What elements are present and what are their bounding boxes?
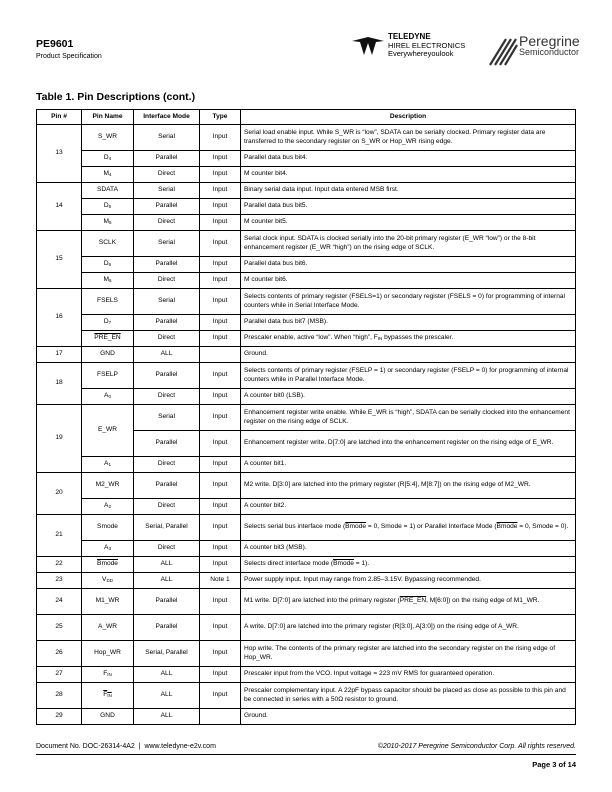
product-name: PE9601 bbox=[36, 38, 74, 50]
pin-name bbox=[82, 257, 134, 273]
description-text: Prescaler enable, active “low”. When “high”, F bbox=[244, 333, 378, 341]
pin-number: 14 bbox=[37, 183, 82, 231]
pin-name-text: M bbox=[103, 275, 109, 283]
table-row bbox=[37, 709, 576, 725]
pin-name-text: SCLK bbox=[98, 239, 117, 247]
pin-type: Input bbox=[200, 457, 241, 473]
table-row bbox=[37, 215, 576, 231]
pin-name-text: GND bbox=[100, 350, 115, 358]
table-row bbox=[37, 667, 576, 683]
pin-name-text: Hop_WR bbox=[94, 649, 121, 657]
pin-descriptions-table bbox=[36, 109, 576, 725]
interface-mode: Direct bbox=[134, 457, 200, 473]
pin-name bbox=[82, 183, 134, 199]
pin-type: Input bbox=[200, 615, 241, 641]
header-type: Type bbox=[200, 110, 241, 125]
pin-description bbox=[241, 183, 576, 199]
header-pin-name: Pin Name bbox=[82, 110, 134, 125]
table-row bbox=[37, 347, 576, 363]
description-overline-text: PRE_EN bbox=[399, 597, 427, 605]
table-row bbox=[37, 589, 576, 615]
pin-name-text: FSELP bbox=[97, 371, 118, 379]
pin-name-text: M2_WR bbox=[95, 481, 120, 489]
interface-mode: Parallel bbox=[134, 363, 200, 389]
pin-number: 18 bbox=[37, 363, 82, 405]
table-row bbox=[37, 289, 576, 315]
pin-type bbox=[200, 347, 241, 363]
pin-type bbox=[200, 709, 241, 725]
peregrine-logo-text bbox=[519, 35, 580, 57]
description-text: Selects direct interface mode ( bbox=[244, 560, 334, 568]
pin-name-subscript: DD bbox=[106, 577, 113, 583]
pin-description bbox=[241, 347, 576, 363]
pin-name bbox=[82, 573, 134, 589]
pin-name-text: A bbox=[104, 391, 109, 399]
pin-name-text: Smode bbox=[97, 523, 118, 531]
pin-number: 25 bbox=[37, 615, 82, 641]
table-row bbox=[37, 515, 576, 541]
pin-name bbox=[82, 347, 134, 363]
pin-type: Input bbox=[200, 183, 241, 199]
pin-number: 24 bbox=[37, 589, 82, 615]
pin-name-text: M1_WR bbox=[95, 597, 120, 605]
description-text: M counter bit6. bbox=[244, 276, 288, 284]
pin-name bbox=[82, 167, 134, 183]
pin-name-text: PRE_EN bbox=[94, 334, 121, 342]
description-text: Parallel data bus bit7 (MSB). bbox=[244, 318, 328, 326]
pin-description bbox=[241, 331, 576, 347]
table-row bbox=[37, 331, 576, 347]
interface-mode: Serial bbox=[134, 231, 200, 257]
pin-description bbox=[241, 389, 576, 405]
interface-mode: Serial bbox=[134, 183, 200, 199]
peregrine-logo-line-1: Peregrine bbox=[519, 33, 580, 49]
pin-type: Input bbox=[200, 257, 241, 273]
pin-number: 21 bbox=[37, 515, 82, 557]
pin-type: Input bbox=[200, 405, 241, 431]
pin-number: 26 bbox=[37, 641, 82, 667]
table-row bbox=[37, 183, 576, 199]
pin-name bbox=[82, 331, 134, 347]
pin-description bbox=[241, 473, 576, 499]
interface-mode: ALL bbox=[134, 347, 200, 363]
pin-type: Input bbox=[200, 125, 241, 151]
pin-description bbox=[241, 589, 576, 615]
footer-separator: | bbox=[136, 743, 145, 750]
table-header-row bbox=[37, 110, 576, 125]
pin-name-text: D bbox=[103, 153, 109, 161]
pin-name-text: FSELS bbox=[97, 297, 118, 305]
description-text: A counter bit3 (MSB). bbox=[244, 544, 307, 552]
pin-number: 20 bbox=[37, 473, 82, 515]
pin-name bbox=[82, 315, 134, 331]
description-text: Enhancement register write. D[7:0] are latched into the enhancement register on the rising edge of E_WR. bbox=[244, 439, 554, 447]
table-row bbox=[37, 557, 576, 573]
pin-description bbox=[241, 457, 576, 473]
pin-description bbox=[241, 541, 576, 557]
interface-mode: Direct bbox=[134, 167, 200, 183]
pin-name bbox=[82, 473, 134, 499]
description-text: A counter bit2. bbox=[244, 502, 287, 510]
table-row bbox=[37, 125, 576, 151]
pin-name-text: GND bbox=[100, 712, 115, 720]
pin-description bbox=[241, 573, 576, 589]
page-number: Page 3 of 14 bbox=[532, 760, 576, 769]
table-body bbox=[37, 125, 576, 725]
pin-name bbox=[82, 231, 134, 257]
website-link[interactable]: www.teledyne-e2v.com bbox=[144, 743, 216, 750]
pin-name-subscript: 3 bbox=[108, 545, 111, 551]
pin-description bbox=[241, 557, 576, 573]
interface-mode: Parallel bbox=[134, 589, 200, 615]
pin-name bbox=[82, 125, 134, 151]
description-text: Selects contents of primary register (FSELP = 1) or secondary register (FSELP = 0) for programming of internal counters while in Parallel Interface Mode. bbox=[244, 366, 569, 383]
pin-description bbox=[241, 363, 576, 389]
description-text: Selects serial bus interface mode ( bbox=[244, 523, 346, 531]
pin-description bbox=[241, 405, 576, 431]
interface-mode: Serial, Parallel bbox=[134, 641, 200, 667]
table-row bbox=[37, 167, 576, 183]
description-text: A counter bit1. bbox=[244, 460, 287, 468]
pin-number: 22 bbox=[37, 557, 82, 573]
interface-mode: ALL bbox=[134, 709, 200, 725]
pin-name-text: D bbox=[103, 317, 109, 325]
pin-type: Input bbox=[200, 215, 241, 231]
header-interface-mode: Interface Mode bbox=[134, 110, 200, 125]
document-type: Product Specification bbox=[36, 53, 102, 60]
pin-type: Input bbox=[200, 473, 241, 499]
description-text: Power supply input. Input may range from 2.85–3.15V. Bypassing recommended. bbox=[244, 576, 481, 584]
teledyne-logo-line-1: TELEDYNE bbox=[388, 32, 431, 41]
pin-number: 28 bbox=[37, 683, 82, 709]
pin-type: Input bbox=[200, 389, 241, 405]
pin-type: Input bbox=[200, 515, 241, 541]
description-text: M counter bit5. bbox=[244, 218, 288, 226]
pin-name bbox=[82, 709, 134, 725]
pin-name-subscript: 0 bbox=[108, 393, 111, 399]
description-text: Prescaler input from the VCO. Input voltage = 223 mV RMS for guaranteed operation. bbox=[244, 670, 495, 678]
pin-type: Input bbox=[200, 683, 241, 709]
pin-description bbox=[241, 273, 576, 289]
pin-number: 23 bbox=[37, 573, 82, 589]
copyright: ©2010-2017 Peregrine Semiconductor Corp. All rights reserved. bbox=[377, 743, 576, 750]
pin-description bbox=[241, 167, 576, 183]
pin-number: 19 bbox=[37, 405, 82, 473]
description-text: = 0, Smode = 1) or Parallel Interface Mode ( bbox=[366, 523, 497, 531]
table-row bbox=[37, 363, 576, 389]
pin-name-subscript: 1 bbox=[108, 461, 111, 467]
pin-name-text: E_WR bbox=[97, 426, 118, 434]
table-row bbox=[37, 199, 576, 215]
description-text: A write. D[7:0] are latched into the primary register (R[3:0], A[3:0]) on the rising edge of A_WR. bbox=[244, 623, 519, 631]
description-overline-text: Bmode bbox=[345, 523, 367, 531]
table-row bbox=[37, 315, 576, 331]
table-row bbox=[37, 151, 576, 167]
pin-name bbox=[82, 289, 134, 315]
interface-mode: Direct bbox=[134, 273, 200, 289]
pin-name bbox=[82, 405, 134, 457]
interface-mode: Direct bbox=[134, 389, 200, 405]
table-row bbox=[37, 499, 576, 515]
header-pin-number: Pin # bbox=[37, 110, 82, 125]
pin-type: Input bbox=[200, 431, 241, 457]
pin-type: Input bbox=[200, 315, 241, 331]
description-text: = 1). bbox=[353, 560, 370, 568]
pin-description bbox=[241, 151, 576, 167]
pin-description bbox=[241, 289, 576, 315]
pin-type: Input bbox=[200, 641, 241, 667]
description-text: M2 write. D[3:0] are latched into the primary register (R[5:4], M[8:7]) on the rising edge of M2_WR. bbox=[244, 481, 531, 489]
pin-description bbox=[241, 199, 576, 215]
description-text: Parallel data bus bit4. bbox=[244, 154, 308, 162]
pin-name-text: D bbox=[103, 201, 109, 209]
interface-mode: Parallel bbox=[134, 257, 200, 273]
pin-name-subscript: IN bbox=[107, 692, 112, 698]
pin-name bbox=[82, 273, 134, 289]
pin-type: Input bbox=[200, 589, 241, 615]
table-title: Table 1. Pin Descriptions (cont.) bbox=[36, 91, 196, 103]
pin-name bbox=[82, 363, 134, 389]
description-text: M counter bit4. bbox=[244, 170, 288, 178]
interface-mode: Parallel bbox=[134, 615, 200, 641]
table-row bbox=[37, 683, 576, 709]
footer-left bbox=[36, 743, 216, 750]
interface-mode: Parallel bbox=[134, 473, 200, 499]
table-row bbox=[37, 257, 576, 273]
pin-name bbox=[82, 151, 134, 167]
pin-type: Input bbox=[200, 167, 241, 183]
interface-mode: Parallel bbox=[134, 199, 200, 215]
interface-mode: Direct bbox=[134, 541, 200, 557]
pin-type: Input bbox=[200, 667, 241, 683]
interface-mode: Parallel bbox=[134, 151, 200, 167]
description-text: = 0, Smode = 0). bbox=[517, 523, 569, 531]
pin-description bbox=[241, 615, 576, 641]
pin-type: Note 1 bbox=[200, 573, 241, 589]
teledyne-logo-line-3: Everywhereyoulook bbox=[388, 49, 454, 58]
teledyne-logo-line-2: HIREL ELECTRONICS bbox=[388, 40, 466, 50]
interface-mode: Direct bbox=[134, 331, 200, 347]
interface-mode: Direct bbox=[134, 215, 200, 231]
description-text: A counter bit0 (LSB). bbox=[244, 392, 305, 400]
interface-mode: Serial bbox=[134, 289, 200, 315]
table-row bbox=[37, 389, 576, 405]
pin-type: Input bbox=[200, 289, 241, 315]
pin-name-text: D bbox=[103, 259, 109, 267]
interface-mode: ALL bbox=[134, 573, 200, 589]
pin-name bbox=[82, 457, 134, 473]
pin-name bbox=[82, 589, 134, 615]
pin-name-subscript: 4 bbox=[108, 155, 112, 161]
description-text: Serial clock input. SDATA is clocked serially into the 20-bit primary register (E_WR “low”) or the 8-bit enhancement register (E_WR “high”) on the rising edge of SCLK. bbox=[244, 234, 536, 251]
description-text: Serial load enable input. While S_WR is “low”, SDATA can be serially clocked. Primary register data are transferred to the secondary register on S_WR or Hop_WR rising edge. bbox=[244, 128, 546, 145]
pin-name-text: F bbox=[103, 669, 108, 677]
pin-name-text: S_WR bbox=[97, 133, 118, 141]
description-text: Parallel data bus bit6. bbox=[244, 260, 308, 268]
table-row bbox=[37, 573, 576, 589]
description-subscript: IN bbox=[377, 335, 383, 341]
pin-name-subscript: 6 bbox=[108, 261, 112, 267]
pin-number: 27 bbox=[37, 667, 82, 683]
pin-name bbox=[82, 683, 134, 709]
pin-name bbox=[82, 641, 134, 667]
pin-description bbox=[241, 315, 576, 331]
description-overline-text: Bmode bbox=[333, 560, 354, 568]
description-overline-text: Bmode bbox=[496, 523, 518, 531]
table-row bbox=[37, 641, 576, 667]
description-text: Parallel data bus bit5. bbox=[244, 202, 308, 210]
pin-description bbox=[241, 257, 576, 273]
header-description: Description bbox=[241, 110, 576, 125]
table-row bbox=[37, 405, 576, 431]
description-text: , M[6:0]) on the rising edge of M1_WR. bbox=[426, 597, 540, 605]
pin-name-text: SDATA bbox=[96, 186, 118, 194]
pin-name-subscript: 2 bbox=[108, 503, 111, 509]
pin-description bbox=[241, 231, 576, 257]
pin-name-text: $\overline{F}$ bbox=[103, 690, 108, 698]
pin-description bbox=[241, 515, 576, 541]
pin-name bbox=[82, 667, 134, 683]
pin-name bbox=[82, 389, 134, 405]
interface-mode: Parallel bbox=[134, 431, 200, 457]
description-text: Selects contents of primary register (FSELS=1) or secondary register (FSELS = 0) for programming of internal counters while in Serial Interface Mode. bbox=[244, 292, 566, 309]
description-text: Ground. bbox=[244, 712, 268, 720]
pin-description bbox=[241, 683, 576, 709]
pin-type: Input bbox=[200, 199, 241, 215]
pin-name-text: V bbox=[102, 575, 107, 583]
teledyne-logo-text bbox=[388, 33, 465, 59]
pin-name bbox=[82, 499, 134, 515]
description-text: Enhancement register write enable. While E_WR is “high”, SDATA can be serially clocked into the enhancement register on the rising edge of SCLK. bbox=[244, 408, 570, 425]
pin-type: Input bbox=[200, 541, 241, 557]
pin-number: 17 bbox=[37, 347, 82, 363]
pin-name-subscript: 5 bbox=[108, 203, 112, 209]
pin-name-text: A bbox=[104, 459, 109, 467]
pin-name-text: A_WR bbox=[97, 623, 118, 631]
description-text: Ground. bbox=[244, 350, 268, 358]
footer-divider bbox=[36, 754, 576, 755]
table-row bbox=[37, 541, 576, 557]
pin-name-subscript: 7 bbox=[108, 319, 112, 325]
pin-description bbox=[241, 667, 576, 683]
interface-mode: Serial, Parallel bbox=[134, 515, 200, 541]
table-row bbox=[37, 615, 576, 641]
table-row bbox=[37, 473, 576, 499]
description-text: Hop write. The contents of the primary register are latched into the secondary register on the rising edge of Hop_WR. bbox=[244, 644, 556, 661]
pin-name-text: Bmode bbox=[97, 560, 118, 568]
pin-name-subscript: IN bbox=[107, 671, 112, 677]
pin-type: Input bbox=[200, 273, 241, 289]
table-row bbox=[37, 457, 576, 473]
interface-mode: Serial bbox=[134, 125, 200, 151]
pin-type: Input bbox=[200, 151, 241, 167]
table-row bbox=[37, 231, 576, 257]
pin-name-text: A bbox=[104, 543, 109, 551]
pin-name bbox=[82, 541, 134, 557]
description-text: bypasses the prescaler. bbox=[382, 333, 454, 341]
pin-name-text: A bbox=[104, 501, 109, 509]
pin-type: Input bbox=[200, 557, 241, 573]
description-text: M1 write. D[7:0] are latched into the primary register ( bbox=[244, 597, 400, 605]
pin-name-subscript: 4 bbox=[108, 171, 112, 177]
pin-name bbox=[82, 557, 134, 573]
interface-mode: Serial bbox=[134, 405, 200, 431]
pin-number: 29 bbox=[37, 709, 82, 725]
pin-description bbox=[241, 641, 576, 667]
interface-mode: ALL bbox=[134, 667, 200, 683]
pin-name bbox=[82, 215, 134, 231]
interface-mode: ALL bbox=[134, 683, 200, 709]
pin-number: 13 bbox=[37, 125, 82, 183]
pin-number: 15 bbox=[37, 231, 82, 289]
pin-name bbox=[82, 515, 134, 541]
pin-name bbox=[82, 199, 134, 215]
document-number: Document No. DOC-26314-4A2 bbox=[36, 743, 135, 750]
pin-description bbox=[241, 431, 576, 457]
pin-name-subscript: 6 bbox=[108, 277, 112, 283]
table-row bbox=[37, 273, 576, 289]
pin-description bbox=[241, 499, 576, 515]
interface-mode: Parallel bbox=[134, 315, 200, 331]
pin-description bbox=[241, 125, 576, 151]
peregrine-logo-line-2: Semiconductor bbox=[519, 47, 580, 57]
pin-type: Input bbox=[200, 331, 241, 347]
pin-type: Input bbox=[200, 363, 241, 389]
pin-name-text: M bbox=[103, 169, 109, 177]
pin-name bbox=[82, 615, 134, 641]
pin-name-text: M bbox=[103, 217, 109, 225]
interface-mode: Direct bbox=[134, 499, 200, 515]
pin-type: Input bbox=[200, 231, 241, 257]
pin-name-subscript: 5 bbox=[108, 219, 112, 225]
pin-number: 16 bbox=[37, 289, 82, 347]
pin-description bbox=[241, 215, 576, 231]
pin-type: Input bbox=[200, 499, 241, 515]
description-text: Prescaler complementary input. A 22pF bypass capacitor should be placed as close as possible to this pin and be connected in series with a 50Ω resistor to ground. bbox=[244, 686, 566, 703]
interface-mode: ALL bbox=[134, 557, 200, 573]
pin-description bbox=[241, 709, 576, 725]
description-text: Binary serial data input. Input data entered MSB first. bbox=[244, 186, 399, 194]
